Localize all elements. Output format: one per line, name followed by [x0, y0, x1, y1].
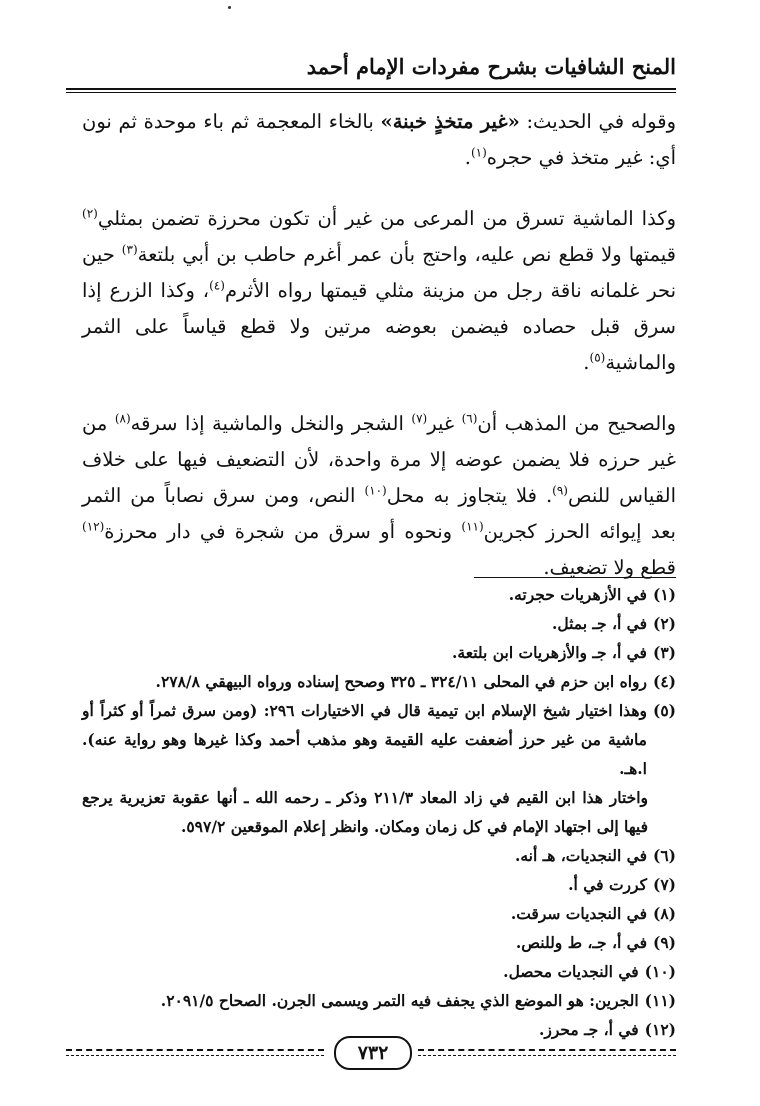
footnote-item [82, 609, 676, 638]
paragraph-1 [82, 104, 676, 176]
footnote-text: في أ، جـ بمثل. [551, 614, 647, 633]
footnote-text: في أ، جـ محرز. [538, 1020, 639, 1039]
footnote-item [82, 696, 676, 783]
paragraph-2-text-5: . [583, 351, 590, 374]
paragraph-3 [82, 406, 676, 586]
paragraph-3-text-5: . فلا يتجاوز به محل [386, 484, 553, 507]
footnote-ref-3[interactable]: (٣) [121, 242, 138, 257]
footnote-ref-12[interactable]: (١٢) [82, 519, 105, 534]
footnote-text: كررت في أ. [568, 875, 647, 894]
running-header [66, 52, 676, 82]
footnote-number: (٦) [652, 846, 676, 865]
footnotes [82, 580, 676, 1044]
paragraph-1-text-2: بالخاء المعجمة ثم باء موحدة ثم نون أي: غير متخذ في حجره [82, 110, 676, 169]
footnote-ref-4[interactable]: (٤) [209, 278, 225, 293]
scan-speck [228, 6, 231, 9]
footnote-ref-5[interactable]: (٥) [589, 350, 606, 365]
footnote-text: في أ، جـ، ط وللنص. [515, 933, 647, 952]
footnote-ref-10[interactable]: (١٠) [364, 483, 387, 498]
footnote-item [82, 841, 676, 870]
footnote-item [82, 870, 676, 899]
paragraph-3-text-4: من غير حرزه فلا يضمن عوضه إلا مرة واحدة، لأن التضعيف فيها على خلاف القياس للنص [82, 412, 676, 507]
main-text [82, 104, 676, 611]
footnote-item [82, 957, 676, 986]
footnote-number: (١٠) [644, 962, 676, 981]
footnote-ref-7[interactable]: (٧) [411, 411, 428, 426]
footnote-number: (٢) [652, 614, 676, 633]
footnote-number: (٨) [652, 904, 676, 923]
footnote-number: (٥) [652, 701, 676, 720]
footnote-ref-1[interactable]: (١) [470, 145, 487, 160]
paragraph-3-text-7: ونحوه أو سرق من شجرة في دار محرزة [104, 520, 462, 543]
footnote-number: (٩) [652, 933, 676, 952]
footnote-number: (٧) [652, 875, 676, 894]
paragraph-3-text-1: والصحيح من المذهب أن [477, 412, 676, 435]
header-rule-thin [66, 92, 676, 93]
footnote-ref-11[interactable]: (١١) [461, 519, 484, 534]
paragraph-2-text-4: ، وكذا الزرع إذا سرق قبل حصاده فيضمن بعوضه مرتين ولا قطع قياساً على الثمر والماشية [82, 279, 676, 374]
paragraph-2-text-2: قيمتها ولا قطع نص عليه، واحتج بأن عمر أغرم حاطب بن أبي بلتعة [137, 243, 677, 266]
footnote-ref-8[interactable]: (٨) [114, 411, 131, 426]
paragraph-1-text-3: . [464, 146, 471, 169]
paragraph-3-text-8: قطع ولا تضعيف. [543, 556, 676, 579]
header-title: المنح الشافيات بشرح مفردات الإمام أحمد [306, 54, 676, 79]
paragraph-1-text-1: وقوله في الحديث: [519, 110, 676, 133]
footer-dashed-rule-right [418, 1049, 676, 1051]
footnote-number: (٣) [652, 643, 676, 662]
paragraph-3-text-3: الشجر والنخل والماشية إذا سرقه [130, 412, 412, 435]
footnote-ref-2[interactable]: (٢) [82, 206, 98, 221]
paragraph-2 [82, 201, 676, 381]
footnote-text: في الأزهريات حجرته. [508, 585, 647, 604]
footnote-item [82, 986, 676, 1015]
footnote-text: في النجديات سرقت. [510, 904, 647, 923]
footnote-number: (٤) [652, 672, 676, 691]
footnote-text: في النجديات، هـ أنه. [514, 846, 647, 865]
header-rule [66, 88, 676, 90]
footnote-ref-9[interactable]: (٩) [552, 483, 568, 498]
footnote-number: (١٢) [644, 1020, 676, 1039]
footer-dashed-rule-left-thin [66, 1055, 324, 1056]
footer-dashed-rule-left [66, 1049, 324, 1051]
footnote-item [82, 580, 676, 609]
footnote-text: وهذا اختيار شيخ الإسلام ابن تيمية قال في الاختيارات ٢٩٦: (ومن سرق ثمراً أو كثراً أو ماشية من غير حرز أضعفت عليه القيمة وهو مذهب أحمد وكذا غيرها وهو رواية عنه). ا.هـ. [82, 701, 647, 778]
footnote-item [82, 638, 676, 667]
paragraph-2-text-3: حين نحر غلمانه ناقة رجل من مزينة مثلي قيمتها رواه الأثرم [82, 243, 676, 302]
footnote-text: رواه ابن حزم في المحلى ٣٢٤/١١ ـ ٣٢٥ وصحح إسناده ورواه البيهقي ٢٧٨/٨. [155, 672, 647, 691]
footnote-text: في النجديات محصل. [503, 962, 639, 981]
page-footer [66, 1032, 676, 1072]
paragraph-3-text-6: النص، ومن سرق نصاباً من الثمر بعد إيوائه الحرز كجرين [82, 484, 676, 543]
footnote-ref-6[interactable]: (٦) [461, 411, 478, 426]
footnote-item [82, 899, 676, 928]
paragraph-3-text-2: غير [427, 412, 462, 435]
page-number-frame [334, 1036, 412, 1070]
footnote-number: (١) [652, 585, 676, 604]
footnote-text: في أ، جـ والأزهريات ابن بلتعة. [452, 643, 647, 662]
footnote-item [82, 667, 676, 696]
page-number: ٧٣٢ [357, 1042, 389, 1064]
paragraph-2-text-1: وكذا الماشية تسرق من المرعى من غير أن تكون محرزة تضمن بمثلي [97, 207, 676, 230]
footnote-separator [474, 577, 676, 578]
footnote-item [82, 928, 676, 957]
footer-dashed-rule-right-thin [418, 1055, 676, 1056]
footnote-text: الجرين: هو الموضع الذي يجفف فيه التمر ويسمى الجرن. الصحاح ٢٠٩١/٥. [160, 991, 639, 1010]
footnote-number: (١١) [644, 991, 676, 1010]
footnote-continuation: واختار هذا ابن القيم في زاد المعاد ٢١١/٣ وذكر ـ رحمه الله ـ أنها عقوبة تعزيرية يرجع فيها إلى اجتهاد الإمام في كل زمان ومكان. وانظر إعلام الموقعين ٥٩٧/٢. [82, 788, 649, 836]
hadith-quote: «غير متخذٍ خبنة» [380, 110, 520, 133]
